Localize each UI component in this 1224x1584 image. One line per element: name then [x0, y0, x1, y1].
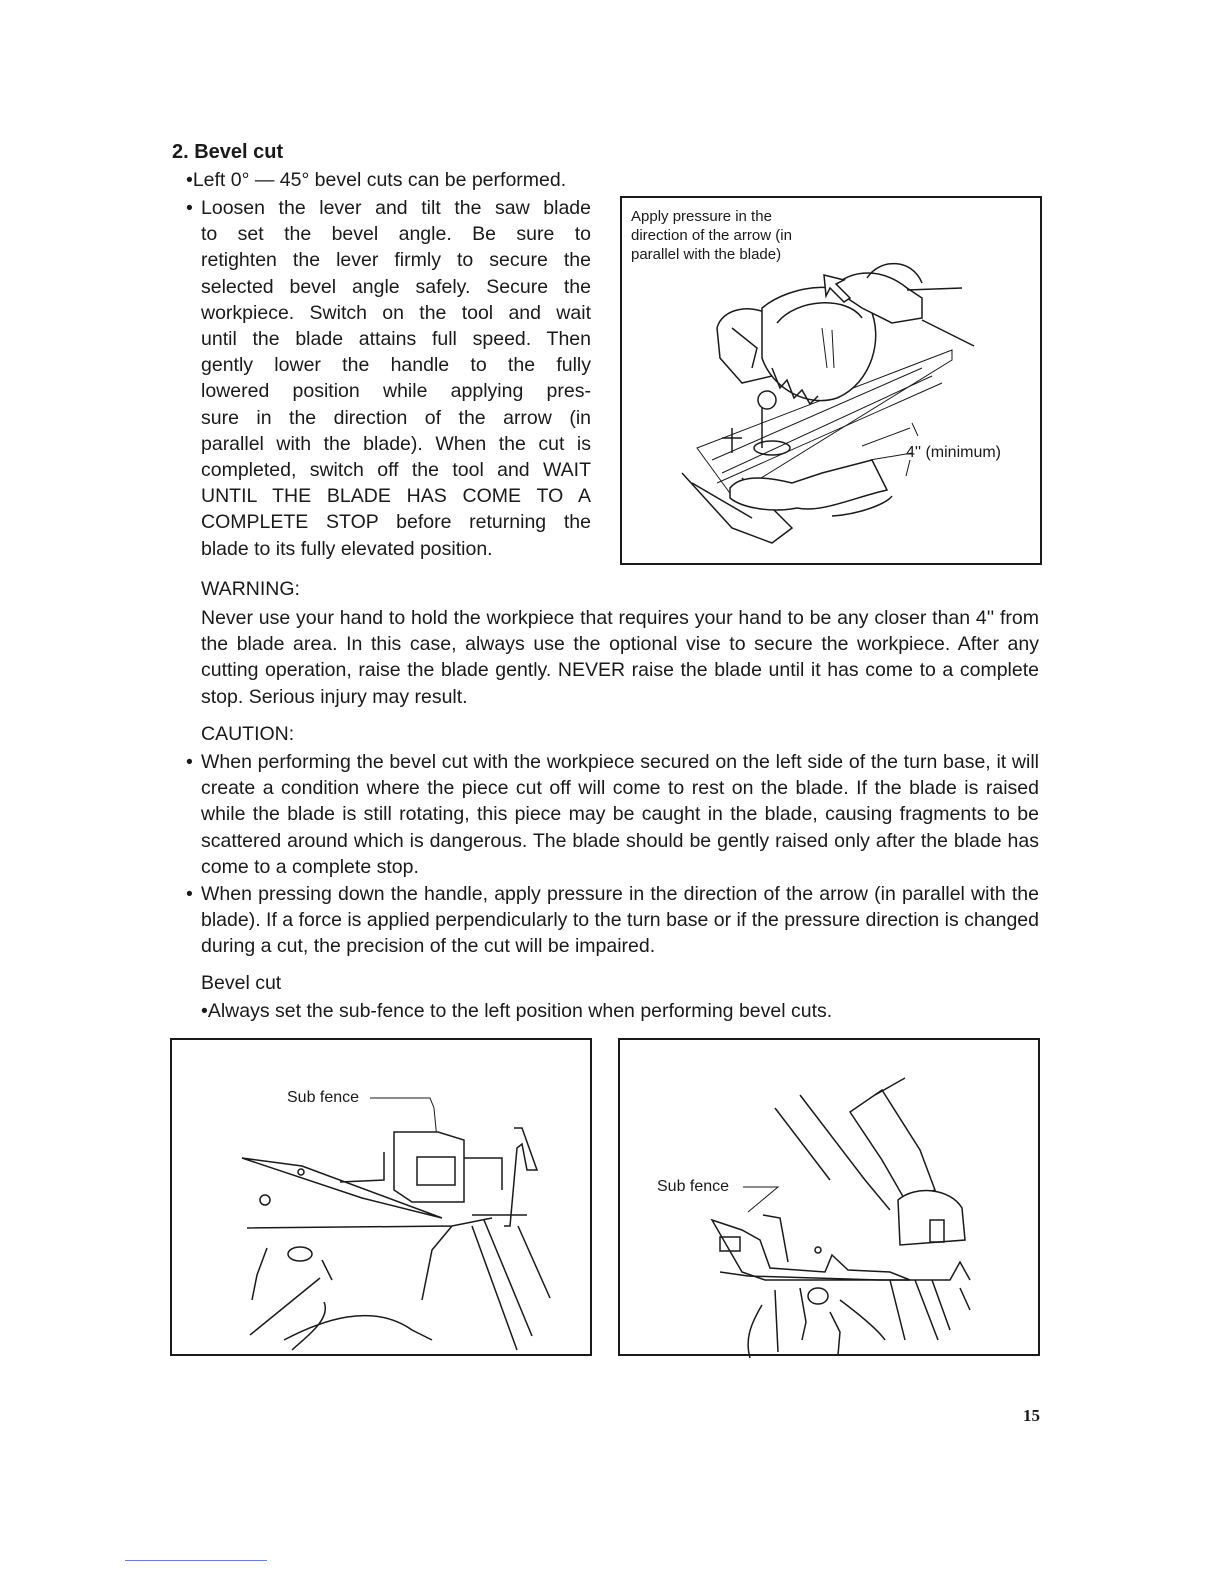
caution-item-1-text: When performing the bevel cut with the workpiece secured on the left side of the turn base, it will create a condition where the piece cut off will come to rest on the blade. If the blade is raised while the blade is still rotating, this piece may be caught in the blade, causing fragments to be scattered around which is dangerous. The blade should be gently raised only after the blade has come to a complete stop. — [201, 751, 1039, 878]
intro-line: UNTIL THE BLADE HAS COME TO A — [201, 485, 591, 508]
figure-top — [620, 196, 1042, 565]
intro-line: COMPLETE STOP before returning the — [201, 511, 591, 534]
intro-line: selected bevel angle safely. Secure the — [201, 275, 591, 298]
miter-saw-illustration — [622, 198, 1044, 567]
intro-line: retighten the lever firmly to secure the — [201, 249, 591, 272]
caution-item-2-text: When pressing down the handle, apply pressure in the direction of the arrow (in parallel with the blade). If a force is applied perpendicularly to the turn base or if the pressure direction is changed during a cut, the precision of the cut will be impaired. — [201, 883, 1039, 958]
intro-line: gently lower the handle to the fully — [201, 354, 591, 377]
intro-line: workpiece. Switch on the tool and wait — [201, 301, 591, 324]
bevel-note-text: Always set the sub-fence to the left position when performing bevel cuts. — [207, 1000, 833, 1022]
sub-fence-label-right: Sub fence — [657, 1178, 730, 1195]
intro-line: blade to its fully elevated position. — [201, 537, 493, 560]
caption-line: Apply pressure in the — [631, 208, 772, 225]
figure-sub-fence-left — [170, 1038, 592, 1356]
bullet-symbol: • — [186, 169, 193, 191]
bullet-symbol: • — [186, 197, 193, 219]
caution-item-2 — [186, 881, 1039, 960]
warning-body: Never use your hand to hold the workpiece that requires your hand to be any closer than 4'' from the blade area. In this case, always use the optional vise to secure the workpiece. After any cutting operation, raise the blade gently. NEVER raise the blade until it has come to a complete stop. Serious injury may result. — [201, 607, 1039, 708]
bullet-symbol: • — [186, 751, 193, 773]
bullet-symbol: • — [186, 883, 193, 905]
intro-bullet-2 — [186, 195, 591, 562]
intro-line: parallel with the blade). When the cut is — [201, 432, 591, 455]
sub-fence-illustration-left — [172, 1040, 594, 1358]
caption-line: direction of the arrow (in — [631, 227, 792, 244]
sub-fence-illustration-right — [620, 1040, 1042, 1358]
intro-line: lowered position while applying pres- — [201, 380, 591, 403]
intro-bullet-1 — [186, 167, 626, 193]
caution-label: CAUTION: — [201, 723, 295, 745]
intro-line: completed, switch off the tool and WAIT — [201, 459, 591, 482]
figure-sub-fence-right — [618, 1038, 1040, 1356]
sub-fence-label-left: Sub fence — [287, 1089, 360, 1106]
caution-item-1 — [186, 749, 1039, 880]
bevel-note-item — [201, 998, 832, 1024]
page-number: 15 — [1023, 1406, 1040, 1425]
intro-line: to set the bevel angle. Be sure to — [201, 223, 591, 246]
warning-label: WARNING: — [201, 578, 300, 600]
scan-artifact-line — [125, 1560, 267, 1561]
caption-line: parallel with the blade) — [631, 246, 782, 263]
warning-text — [201, 605, 1039, 710]
intro-bullet-1-text: Left 0° — 45° bevel cuts can be performed. — [192, 169, 567, 191]
intro-line: sure in the direction of the arrow (in — [201, 406, 591, 429]
bullet-symbol: • — [201, 1000, 208, 1022]
section-heading: 2. Bevel cut — [172, 141, 284, 163]
intro-line: Loosen the lever and tilt the saw blade — [201, 197, 591, 219]
intro-bullet-2-body — [201, 195, 591, 562]
minimum-distance-label: 4'' (minimum) — [906, 444, 1001, 461]
bevel-note-label: Bevel cut — [201, 972, 282, 994]
intro-line: until the blade attains full speed. Then — [201, 328, 591, 351]
